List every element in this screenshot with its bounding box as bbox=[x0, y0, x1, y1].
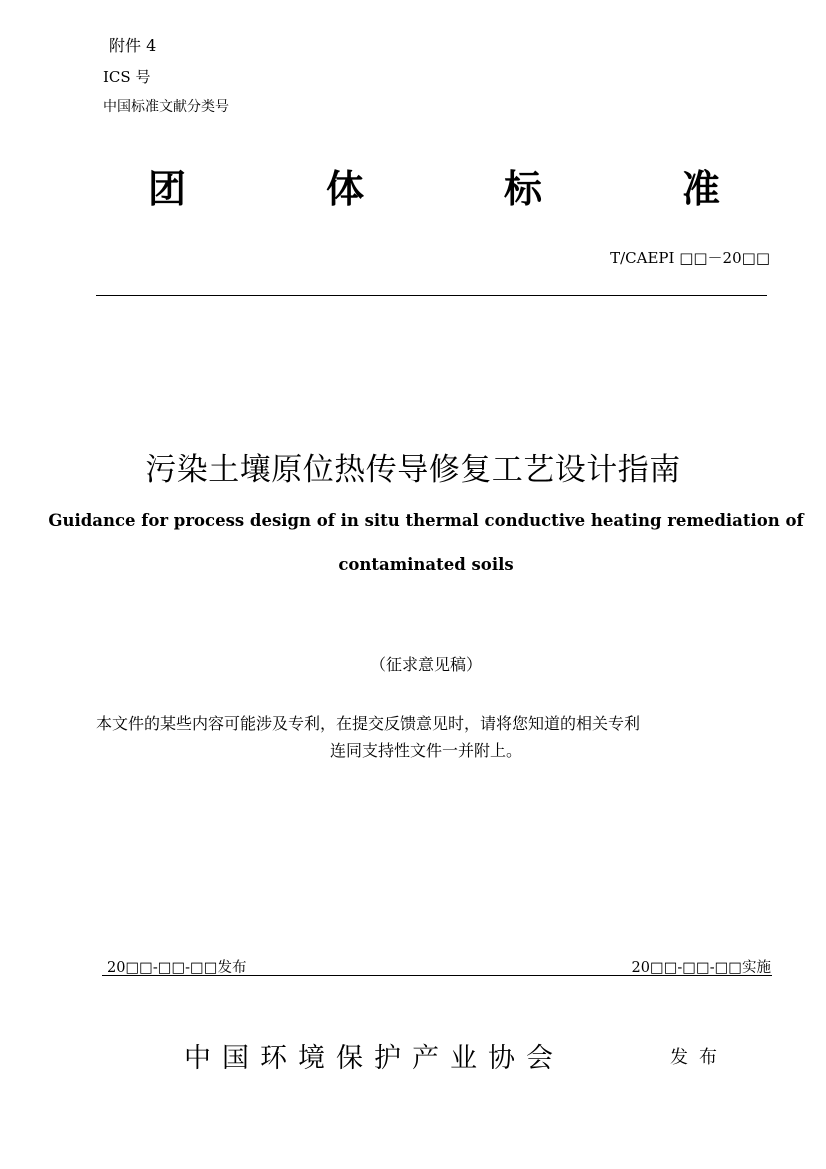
standard-type-char: 准 bbox=[681, 167, 720, 211]
top-divider bbox=[96, 295, 767, 296]
issuer-name: 中国环境保护产业协会 bbox=[184, 1043, 564, 1074]
attachment-label: 附件 4 bbox=[109, 36, 157, 55]
bottom-divider bbox=[102, 975, 772, 976]
ics-number-label: ICS 号 bbox=[103, 68, 151, 86]
implementation-date: 20□□-□□-□□实施 bbox=[631, 960, 771, 976]
patent-notice-line1: 本文件的某些内容可能涉及专利，在提交反馈意见时，请将您知道的相关专利 bbox=[96, 714, 641, 733]
title-english-line1: Guidance for process design of in situ thermal conductive heating remediation of bbox=[48, 511, 804, 530]
standard-type-char: 团 bbox=[148, 167, 187, 211]
title-chinese: 污染土壤原位热传导修复工艺设计指南 bbox=[145, 452, 681, 488]
standard-type-heading bbox=[148, 158, 720, 213]
standard-type-char: 体 bbox=[325, 167, 364, 211]
issue-date: 20□□-□□-□□发布 bbox=[107, 960, 247, 976]
standard-number: T/CAEPI □□－20□□ bbox=[610, 249, 770, 267]
standard-type-char: 标 bbox=[503, 167, 542, 211]
classification-number-label: 中国标准文献分类号 bbox=[103, 99, 229, 115]
draft-status: （征求意见稿） bbox=[369, 655, 482, 674]
issuer-action: 发布 bbox=[670, 1047, 728, 1068]
patent-notice-line2: 连同支持性文件一并附上。 bbox=[329, 741, 522, 760]
title-english-line2: contaminated soils bbox=[338, 555, 514, 574]
